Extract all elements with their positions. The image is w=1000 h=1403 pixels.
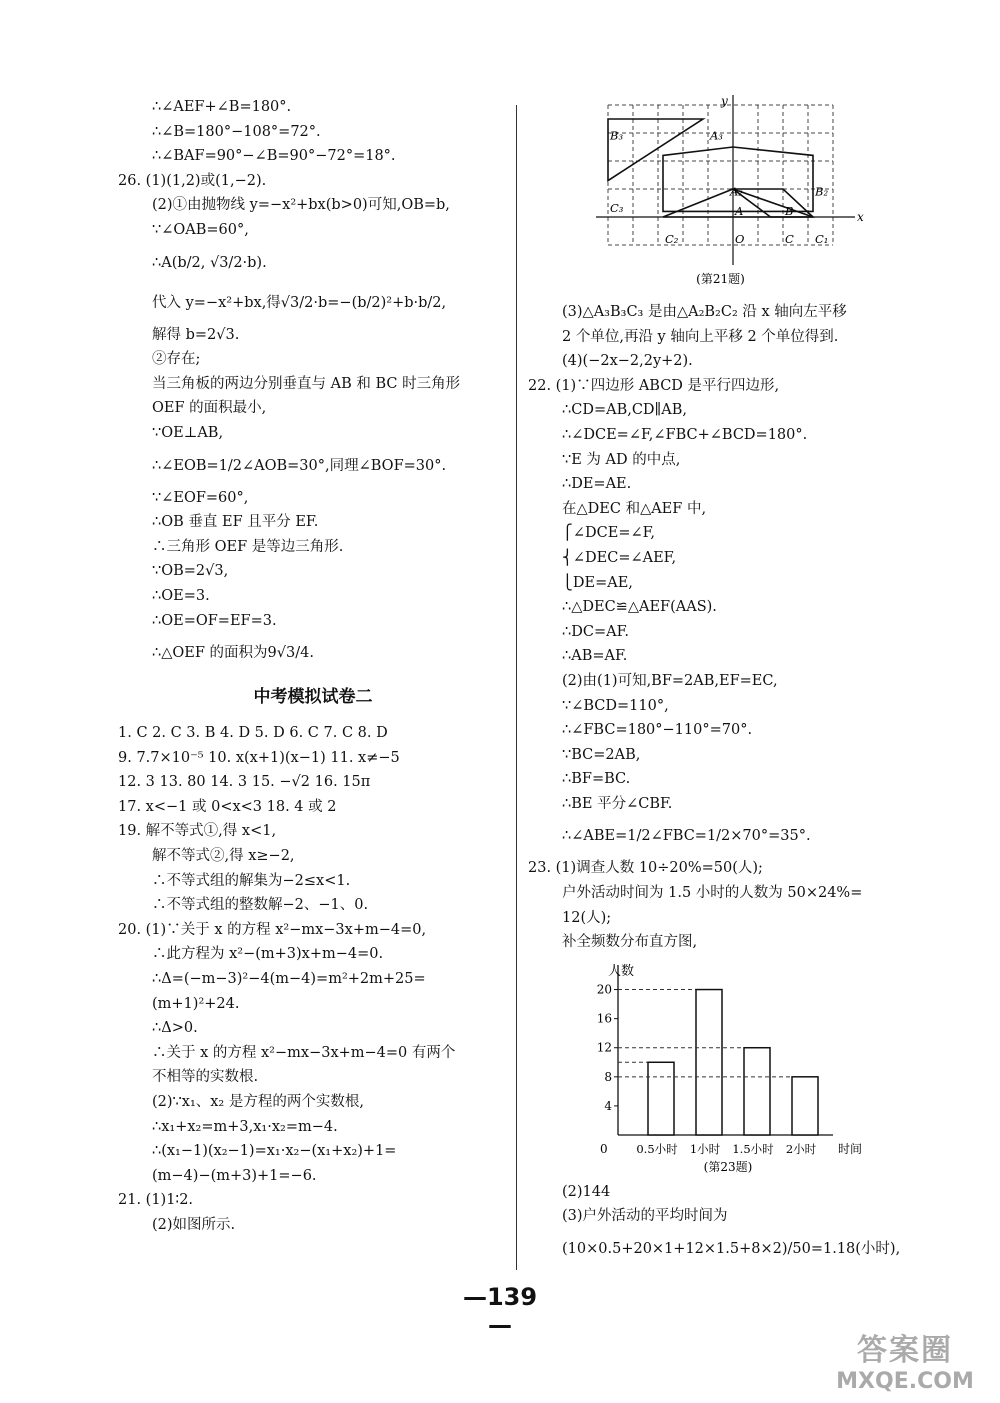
text-line: ∴OE=OF=EF=3. (152, 612, 277, 629)
point-label: A₃ (710, 128, 723, 143)
text-line: 1. C 2. C 3. B 4. D 5. D 6. C 7. C 8. D (118, 725, 388, 742)
text-line: ∴∠ABE=1/2∠FBC=1/2×70°=35°. (562, 828, 811, 845)
text-line: (m+1)²+24. (152, 995, 240, 1012)
point-label: C (785, 232, 794, 246)
text-line: ∴∠EOB=1/2∠AOB=30°,同理∠BOF=30°. (152, 457, 447, 474)
y-tick-label: 16 (596, 1011, 612, 1026)
text-line: 补全频数分布直方图, (562, 934, 698, 951)
point-label: C₁ (815, 232, 829, 246)
histogram-bar (792, 1077, 818, 1135)
text-line: (2)如图所示. (152, 1216, 236, 1233)
text-line: OEF 的面积最小, (152, 400, 267, 417)
text-line: 2 个单位,再沿 y 轴向上平移 2 个单位得到. (562, 328, 839, 345)
column-divider (516, 105, 517, 1270)
text-line: ∴BE 平分∠CBF. (562, 795, 673, 812)
text-line: ∵OB=2√3, (152, 563, 229, 580)
histogram-bar (744, 1048, 770, 1135)
text-line: (4)(−2x−2,2y+2). (562, 353, 693, 370)
point-label: A (735, 204, 744, 218)
text-line: ∴不等式组的整数解−2、−1、0. (152, 897, 369, 914)
text-line: ∴CD=AB,CD∥AB, (562, 402, 687, 419)
watermark-title: 答案圈 (857, 1333, 953, 1368)
x-tick-label: 1小时 (689, 1141, 721, 1156)
histogram-chart (578, 955, 863, 1180)
text-line: ∴不等式组的解集为−2≤x<1. (152, 872, 351, 889)
point-label: O (735, 232, 745, 246)
text-line: 21. (1)1∶2. (118, 1192, 194, 1209)
text-line: 9. 7.7×10⁻⁵ 10. x(x+1)(x−1) 11. x≠−5 (118, 749, 400, 766)
right-column (528, 95, 928, 1269)
text-line: ∴Δ>0. (152, 1020, 198, 1037)
text-line: 在△DEC 和△AEF 中, (562, 500, 707, 517)
text-line: ∴DC=AF. (562, 623, 629, 640)
text-line: ∵∠OAB=60°, (152, 221, 249, 238)
text-line: ∵E 为 AD 的中点, (562, 451, 681, 468)
text-line: ∴Δ=(−m−3)²−4(m−4)=m²+2m+25= (152, 971, 426, 988)
text-line: (2)∵x₁、x₂ 是方程的两个实数根, (152, 1094, 364, 1110)
text-line: 户外活动时间为 1.5 小时的人数为 50×24%= (562, 885, 863, 902)
watermark-logo (820, 1325, 990, 1394)
text-line: (2)144 (562, 1183, 611, 1200)
right-text-block-2 (528, 1180, 928, 1269)
text-line: 19. 解不等式①,得 x<1, (118, 823, 277, 840)
point-label: B₃ (610, 128, 624, 143)
text-line: 26. (1)(1,2)或(1,−2). (118, 172, 267, 189)
watermark-url: MXQE.COM (836, 1369, 974, 1394)
text-line: ∴BF=BC. (562, 771, 631, 788)
text-line: (2)①由抛物线 y=−x²+bx(b>0)可知,OB=b, (152, 197, 450, 214)
x-axis-label: x (857, 210, 864, 224)
text-line: ∴△DEC≌△AEF(AAS). (562, 599, 717, 616)
text-line: ∵∠EOF=60°, (152, 489, 249, 506)
text-line: 17. x<−1 或 0<x<3 18. 4 或 2 (118, 798, 337, 815)
figure-caption: (第23题) (703, 1159, 753, 1174)
text-line: ∴OE=3. (152, 587, 210, 604)
coordinate-grid-figure (578, 95, 878, 300)
left-answers-block (118, 721, 508, 1237)
text-line: ⎨∠DEC=∠AEF, (562, 549, 677, 566)
text-line: ∴∠AEF+∠B=180°. (152, 99, 292, 115)
point-label: A₂ (730, 184, 743, 199)
text-line: ⎧∠DCE=∠F, (562, 525, 656, 542)
text-line: ∴∠B=180°−108°=72°. (152, 123, 321, 140)
text-line: ∴△OEF 的面积为9√3/4. (152, 645, 314, 662)
y-axis-label: y (721, 94, 728, 108)
text-line: (2)由(1)可知,BF=2AB,EF=EC, (562, 672, 778, 689)
y-tick-label: 8 (604, 1069, 612, 1084)
y-axis-label: 人数 (608, 963, 635, 979)
y-tick-label: 4 (604, 1098, 612, 1113)
point-label: C₃ (610, 201, 624, 216)
text-line: 代入 y=−x²+bx,得√3/2·b=−(b/2)²+b·b/2, (152, 294, 447, 311)
origin-label: 0 (600, 1141, 608, 1156)
text-line: 22. (1)∵四边形 ABCD 是平行四边形, (528, 377, 780, 394)
text-line: ②存在; (152, 351, 201, 368)
y-tick-label: 20 (596, 982, 612, 997)
shape-a2b2c2 (663, 147, 813, 211)
text-line: (m−4)−(m+3)+1=−6. (152, 1167, 317, 1184)
text-line: 12(人); (562, 909, 612, 926)
text-line: 不相等的实数根. (152, 1069, 259, 1086)
x-tick-label: 1.5小时 (732, 1141, 774, 1156)
text-line: 12. 3 13. 80 14. 3 15. −√2 16. 15π (118, 774, 371, 791)
text-line: ⎩DE=AE, (562, 574, 633, 591)
text-line: 解得 b=2√3. (152, 326, 240, 343)
x-tick-label: 2小时 (785, 1141, 817, 1156)
text-line: ∴三角形 OEF 是等边三角形. (152, 538, 344, 555)
histogram-bar (696, 989, 722, 1134)
text-line: 当三角板的两边分别垂直与 AB 和 BC 时三角形 (152, 375, 461, 392)
y-tick-label: 12 (596, 1040, 612, 1055)
point-label: C₂ (665, 232, 679, 246)
text-line: ∴(x₁−1)(x₂−1)=x₁·x₂−(x₁+x₂)+1= (152, 1143, 397, 1160)
text-line: ∴A(b/2, √3/2·b). (152, 254, 267, 271)
x-axis-label: 时间 (838, 1141, 863, 1156)
x-tick-label: 0.5小时 (636, 1141, 678, 1156)
left-column (118, 95, 508, 1238)
text-line: ∴关于 x 的方程 x²−mx−3x+m−4=0 有两个 (152, 1044, 456, 1061)
point-label: B₂ (815, 184, 829, 199)
text-line: ∴x₁+x₂=m+3,x₁·x₂=m−4. (152, 1118, 338, 1135)
text-line: ∴AB=AF. (562, 648, 628, 665)
histogram-bar (648, 1062, 674, 1135)
text-line: (3)户外活动的平均时间为 (562, 1208, 728, 1225)
text-line: ∵BC=2AB, (562, 746, 641, 763)
section-title: 中考模拟试卷二 (253, 687, 373, 708)
page-number: —139— (462, 1283, 538, 1339)
text-line: ∵OE⊥AB, (152, 424, 224, 441)
text-line: 23. (1)调查人数 10÷20%=50(人); (528, 860, 763, 877)
left-text-block (118, 95, 508, 673)
text-line: ∴∠BAF=90°−∠B=90°−72°=18°. (152, 148, 396, 165)
text-line: ∴此方程为 x²−(m+3)x+m−4=0. (152, 946, 384, 963)
text-line: ∴DE=AE. (562, 476, 632, 493)
figure-caption: (第21题) (696, 272, 745, 286)
right-text-block (528, 300, 928, 955)
text-line: 20. (1)∵关于 x 的方程 x²−mx−3x+m−4=0, (118, 921, 427, 938)
point-label: B (785, 204, 794, 218)
text-line: ∴OB 垂直 EF 且平分 EF. (152, 514, 319, 531)
text-line: (10×0.5+20×1+12×1.5+8×2)/50=1.18(小时), (562, 1241, 901, 1258)
text-line: ∵∠BCD=110°, (562, 697, 669, 714)
text-line: (3)△A₃B₃C₃ 是由△A₂B₂C₂ 沿 x 轴向左平移 (562, 304, 847, 320)
text-line: 解不等式②,得 x≥−2, (152, 848, 295, 865)
text-line: ∴∠DCE=∠F,∠FBC+∠BCD=180°. (562, 426, 808, 443)
text-line: ∴∠FBC=180°−110°=70°. (562, 722, 753, 739)
